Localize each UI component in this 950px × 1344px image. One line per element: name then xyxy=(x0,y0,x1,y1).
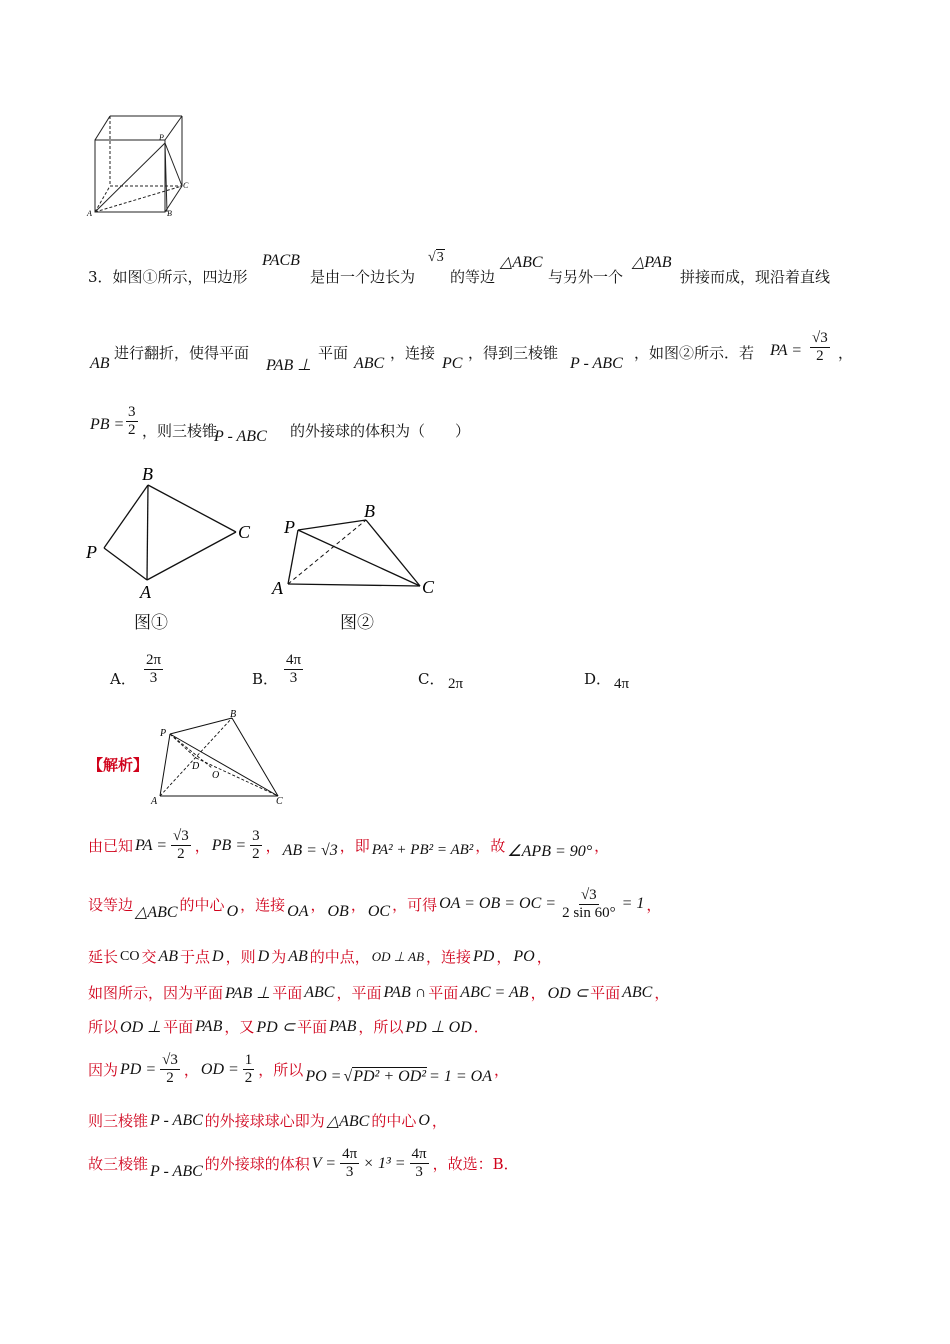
problem-line-1: 3．如图①所示，四边形 xyxy=(88,268,248,286)
option-d-letter: D． xyxy=(584,670,612,688)
math-sqrt3: √3 xyxy=(428,250,444,265)
sol-fig-label-o: O xyxy=(212,770,220,781)
fig2-caption: 图② xyxy=(340,613,374,633)
solution-line-6: 因为 PD = $\frac{√3}{2}$ ， OD = $\frac{1}{2}$ ，所以 PO = √PD² + OD² = 1 = OA ， xyxy=(88,1052,509,1086)
frac-pa: $\frac{√3}{2}$ xyxy=(812,330,828,364)
option-b-letter: B． xyxy=(252,670,279,688)
fig2-label-b: B xyxy=(364,501,375,521)
solution-line-3: 延长 CO 交 AB 于点 D ，则 D 为 AB 的中点， OD ⊥ AB ，连接 PD ， PO ， xyxy=(88,947,552,966)
solution-heading: 【解析】 xyxy=(88,756,149,774)
cube-label-c: C xyxy=(183,181,189,190)
solution-figure xyxy=(150,708,290,806)
frac-pb: $\frac{3}{2}$ xyxy=(128,404,136,438)
solution-line-1: 由已知 PA = $\frac{√3}{2}$ ， PB = $\frac{3}{2}$ ， AB = √3 ，即 PA² + PB² = AB² ，故 ∠APB = 90° ， xyxy=(88,828,610,862)
fig2-label-p: P xyxy=(284,517,295,537)
option-b-value: $\frac{4\pi}{3}$ xyxy=(286,652,302,686)
cube-label-p: P xyxy=(159,133,164,142)
cube-label-a: A xyxy=(87,209,92,218)
fig1-label-c: C xyxy=(238,522,251,542)
cube-figure xyxy=(85,110,195,220)
option-a-value: $\frac{2\pi}{3}$ xyxy=(146,652,162,686)
sol-fig-label-p: P xyxy=(160,728,167,739)
sol-fig-label-d: D xyxy=(192,761,200,772)
math-pacb: PACB xyxy=(262,252,300,269)
fig2-label-c: C xyxy=(422,577,435,597)
option-a-letter: A． xyxy=(110,670,136,688)
figure-2 xyxy=(268,500,448,600)
option-c-value: 2π xyxy=(448,676,464,692)
cube-label-b: B xyxy=(167,209,172,218)
problem-number: 3． xyxy=(88,268,113,286)
sol-fig-label-b: B xyxy=(230,709,237,720)
solution-line-4: 如图所示，因为平面 PAB ⊥ 平面 ABC ，平面 PAB ∩ 平面 ABC = AB ， OD ⊂ 平面 ABC ， xyxy=(88,983,670,1002)
figure-1 xyxy=(80,460,260,600)
option-d-value: 4π xyxy=(614,676,630,692)
option-c-letter: C． xyxy=(418,670,445,688)
solution-line-7: 则三棱锥 P - ABC 的外接球球心即为 △ABC 的中心 O ， xyxy=(88,1111,447,1130)
sol-fig-label-a: A xyxy=(151,796,158,806)
math-triangle-pab: △PAB xyxy=(632,254,672,271)
solution-line-2: 设等边 △ABC 的中心 O ，连接 OA ， OB ， OC ，可得 OA = OB = OC = $\frac{√3}{2 \sin 60^\circ}$ = 1 ， xyxy=(88,886,662,921)
sol-fig-label-c: C xyxy=(276,796,283,806)
fig2-label-a: A xyxy=(272,578,283,598)
solution-line-5: 所以 OD ⊥ 平面 PAB ，又 PD ⊂ 平面 PAB ，所以 PD ⊥ OD ． xyxy=(88,1017,489,1036)
fig1-caption: 图① xyxy=(134,613,168,633)
solution-line-8: 故三棱锥 P - ABC 的外接球的体积 V = $\frac{4\pi}{3}$ × 1³ = $\frac{4\pi}{3}$ ，故选：B． xyxy=(88,1146,519,1180)
fig1-label-b: B xyxy=(142,464,153,484)
fig1-label-a: A xyxy=(140,582,151,600)
math-triangle-abc: △ABC xyxy=(500,254,543,271)
fig1-label-p: P xyxy=(86,542,97,562)
